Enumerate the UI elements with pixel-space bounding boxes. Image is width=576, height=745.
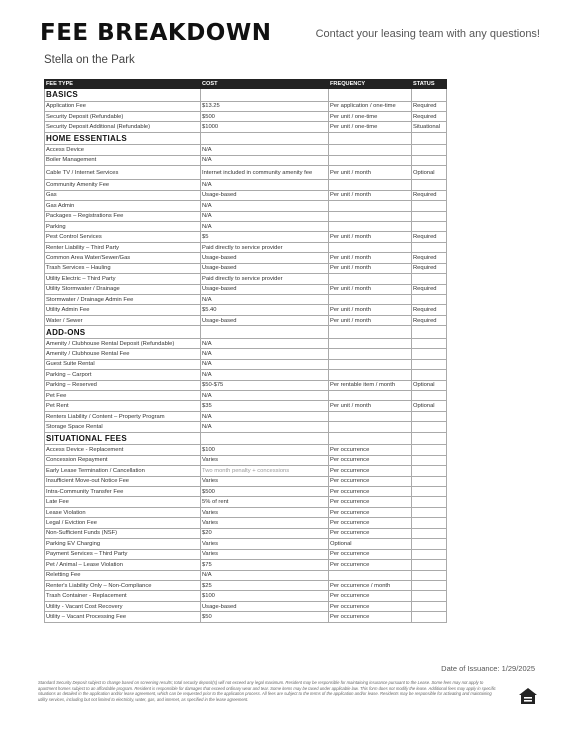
status-cell: Required xyxy=(412,305,447,315)
frequency-cell xyxy=(329,221,412,231)
table-row xyxy=(45,155,447,165)
property-name: Stella on the Park xyxy=(44,54,135,66)
table-row xyxy=(45,145,447,155)
empty-cell xyxy=(412,89,447,102)
table-row xyxy=(45,338,447,348)
cost-cell: $100 xyxy=(201,445,329,455)
cost-cell: N/A xyxy=(201,338,329,348)
frequency-cell xyxy=(329,155,412,165)
status-cell: Optional xyxy=(412,380,447,390)
table-row xyxy=(45,180,447,190)
empty-cell xyxy=(201,432,329,445)
status-cell: Required xyxy=(412,101,447,111)
cost-cell: N/A xyxy=(201,221,329,231)
cost-cell: Varies xyxy=(201,518,329,528)
empty-cell xyxy=(329,432,412,445)
cost-cell: N/A xyxy=(201,155,329,165)
frequency-cell: Per rentable item / month xyxy=(329,380,412,390)
status-cell xyxy=(412,539,447,549)
frequency-cell: Per occurrence xyxy=(329,476,412,486)
empty-cell xyxy=(329,132,412,145)
fee-type-cell: Pet Rent xyxy=(45,401,201,411)
cost-cell: $20 xyxy=(201,528,329,538)
cost-cell: N/A xyxy=(201,570,329,580)
table-row xyxy=(45,528,447,538)
status-cell: Required xyxy=(412,190,447,200)
empty-cell xyxy=(329,326,412,339)
status-cell: Required xyxy=(412,232,447,242)
section-header-row xyxy=(45,326,447,339)
status-cell xyxy=(412,155,447,165)
page-header xyxy=(40,20,540,50)
fee-type-cell: Storage Space Rental xyxy=(45,422,201,432)
frequency-cell: Per unit / month xyxy=(329,253,412,263)
disclaimer-text: Standard Security Deposit subject to change based on screening results; total security deposit(s) will not exceed any legal maximum. Resident may be responsible for maintaining insurance pursuant to the Lease. Some fees may not apply to apartment homes subject to an affordable program. Resident is responsible for damages that exceed ordinary wear and tear. Some items may be taxed under applicable law. This form does not modify the lease. Additional fees may apply in specific situations as detailed in the application and/or lease agreement, which can be requested prior to the application process. All fees are subject to the terms of the application and/or lease. Residents may be responsible for activating and maintaining utility services, including but not limited to electricity, water, gas, and internet, as specified in the lease agreement. xyxy=(38,680,496,702)
fee-type-cell: Gas Admin xyxy=(45,201,201,211)
page-title: FEE BREAKDOWN xyxy=(40,20,272,46)
table-row xyxy=(45,201,447,211)
status-cell: Required xyxy=(412,315,447,325)
fee-type-cell: Guest Suite Rental xyxy=(45,359,201,369)
status-cell xyxy=(412,211,447,221)
section-header-row xyxy=(45,432,447,445)
status-cell xyxy=(412,422,447,432)
fee-type-cell: Common Area Water/Sewer/Gas xyxy=(45,253,201,263)
cost-cell: N/A xyxy=(201,422,329,432)
frequency-cell: Per application / one-time xyxy=(329,101,412,111)
fee-type-cell: Gas xyxy=(45,190,201,200)
table-row xyxy=(45,601,447,611)
frequency-cell xyxy=(329,274,412,284)
frequency-cell xyxy=(329,411,412,421)
fee-type-cell: Amenity / Clubhouse Rental Deposit (Refundable) xyxy=(45,338,201,348)
fee-type-cell: Utility Stormwater / Drainage xyxy=(45,284,201,294)
cost-cell: Varies xyxy=(201,455,329,465)
fee-type-cell: Trash Container - Replacement xyxy=(45,591,201,601)
frequency-cell xyxy=(329,295,412,305)
table-row xyxy=(45,591,447,601)
status-cell xyxy=(412,570,447,580)
frequency-cell xyxy=(329,570,412,580)
table-row xyxy=(45,359,447,369)
fee-type-cell: Trash Services – Hauling xyxy=(45,263,201,273)
section-title: ADD-ONS xyxy=(45,326,201,339)
frequency-cell xyxy=(329,370,412,380)
fee-type-cell: Utility - Vacant Cost Recovery xyxy=(45,601,201,611)
empty-cell xyxy=(201,89,329,102)
table-row xyxy=(45,370,447,380)
table-row xyxy=(45,560,447,570)
cost-cell: Two month penalty + concessions xyxy=(201,466,329,476)
frequency-cell: Per occurrence xyxy=(329,445,412,455)
status-cell xyxy=(412,455,447,465)
cost-cell: N/A xyxy=(201,201,329,211)
cost-cell: $100 xyxy=(201,591,329,601)
fee-type-cell: Parking xyxy=(45,221,201,231)
frequency-cell: Per unit / one-time xyxy=(329,111,412,121)
frequency-cell: Per unit / month xyxy=(329,284,412,294)
frequency-cell: Per unit / month xyxy=(329,305,412,315)
fee-type-cell: Renter Liability – Third Party xyxy=(45,242,201,252)
table-row xyxy=(45,111,447,121)
status-cell xyxy=(412,338,447,348)
column-header-frequency: FREQUENCY xyxy=(329,80,412,89)
cost-cell: N/A xyxy=(201,295,329,305)
column-header-fee-type: FEE TYPE xyxy=(45,80,201,89)
fee-type-cell: Concession Repayment xyxy=(45,455,201,465)
table-row xyxy=(45,580,447,590)
frequency-cell xyxy=(329,422,412,432)
contact-tagline: Contact your leasing team with any questions! xyxy=(315,28,540,40)
cost-cell: Usage-based xyxy=(201,190,329,200)
table-row xyxy=(45,122,447,132)
section-title: SITUATIONAL FEES xyxy=(45,432,201,445)
table-row xyxy=(45,497,447,507)
cost-cell: N/A xyxy=(201,370,329,380)
table-row xyxy=(45,284,447,294)
status-cell: Required xyxy=(412,111,447,121)
fee-type-cell: Renters Liability / Content – Property Program xyxy=(45,411,201,421)
status-cell xyxy=(412,549,447,559)
cost-cell: N/A xyxy=(201,359,329,369)
table-row xyxy=(45,507,447,517)
frequency-cell: Per occurrence / month xyxy=(329,580,412,590)
table-row xyxy=(45,380,447,390)
table-row xyxy=(45,295,447,305)
cost-cell: $50-$75 xyxy=(201,380,329,390)
cost-cell: N/A xyxy=(201,391,329,401)
empty-cell xyxy=(412,326,447,339)
fee-table-body xyxy=(45,89,447,623)
frequency-cell: Per occurrence xyxy=(329,528,412,538)
fee-type-cell: Water / Sewer xyxy=(45,315,201,325)
table-row xyxy=(45,612,447,622)
status-cell xyxy=(412,591,447,601)
status-cell xyxy=(412,221,447,231)
table-row xyxy=(45,445,447,455)
status-cell: Optional xyxy=(412,401,447,411)
table-row xyxy=(45,391,447,401)
fee-type-cell: Access Device xyxy=(45,145,201,155)
fee-type-cell: Pet Fee xyxy=(45,391,201,401)
cost-cell: $75 xyxy=(201,560,329,570)
status-cell xyxy=(412,487,447,497)
table-row xyxy=(45,221,447,231)
fee-type-cell: Security Deposit Additional (Refundable) xyxy=(45,122,201,132)
status-cell xyxy=(412,497,447,507)
status-cell xyxy=(412,507,447,517)
cost-cell: Usage-based xyxy=(201,284,329,294)
frequency-cell: Per occurrence xyxy=(329,455,412,465)
status-cell xyxy=(412,528,447,538)
fee-type-cell: Renter's Liability Only – Non-Compliance xyxy=(45,580,201,590)
fee-type-cell: Utility Electric – Third Party xyxy=(45,274,201,284)
status-cell xyxy=(412,295,447,305)
cost-cell: $25 xyxy=(201,580,329,590)
status-cell xyxy=(412,466,447,476)
cost-cell: N/A xyxy=(201,180,329,190)
fee-type-cell: Early Lease Termination / Cancellation xyxy=(45,466,201,476)
empty-cell xyxy=(412,432,447,445)
table-row xyxy=(45,211,447,221)
empty-cell xyxy=(201,132,329,145)
cost-cell: N/A xyxy=(201,349,329,359)
section-title: BASICS xyxy=(45,89,201,102)
fee-type-cell: Reletting Fee xyxy=(45,570,201,580)
table-row xyxy=(45,232,447,242)
status-cell xyxy=(412,612,447,622)
frequency-cell xyxy=(329,145,412,155)
cost-cell: $500 xyxy=(201,487,329,497)
section-header-row xyxy=(45,89,447,102)
fee-type-cell: Packages – Registrations Fee xyxy=(45,211,201,221)
fee-type-cell: Stormwater / Drainage Admin Fee xyxy=(45,295,201,305)
table-row xyxy=(45,539,447,549)
table-row xyxy=(45,166,447,180)
table-row xyxy=(45,101,447,111)
status-cell xyxy=(412,391,447,401)
fee-type-cell: Late Fee xyxy=(45,497,201,507)
fee-type-cell: Non-Sufficient Funds (NSF) xyxy=(45,528,201,538)
cost-cell: Internet included in community amenity fee xyxy=(201,166,329,180)
section-header-row xyxy=(45,132,447,145)
frequency-cell: Per occurrence xyxy=(329,601,412,611)
table-row xyxy=(45,242,447,252)
cost-cell: N/A xyxy=(201,211,329,221)
status-cell xyxy=(412,274,447,284)
fee-type-cell: Parking EV Charging xyxy=(45,539,201,549)
table-row xyxy=(45,315,447,325)
empty-cell xyxy=(201,326,329,339)
column-header-cost: COST xyxy=(201,80,329,89)
table-row xyxy=(45,411,447,421)
cost-cell: Paid directly to service provider xyxy=(201,274,329,284)
cost-cell: $5 xyxy=(201,232,329,242)
cost-cell: $35 xyxy=(201,401,329,411)
fee-type-cell: Utility – Vacant Processing Fee xyxy=(45,612,201,622)
table-row xyxy=(45,274,447,284)
frequency-cell: Per occurrence xyxy=(329,507,412,517)
status-cell xyxy=(412,242,447,252)
table-row xyxy=(45,401,447,411)
cost-cell: $500 xyxy=(201,111,329,121)
status-cell: Required xyxy=(412,263,447,273)
cost-cell: N/A xyxy=(201,145,329,155)
frequency-cell xyxy=(329,211,412,221)
fee-type-cell: Utility Admin Fee xyxy=(45,305,201,315)
status-cell: Optional xyxy=(412,166,447,180)
status-cell xyxy=(412,370,447,380)
empty-cell xyxy=(412,132,447,145)
frequency-cell: Optional xyxy=(329,539,412,549)
cost-cell: $1000 xyxy=(201,122,329,132)
table-row xyxy=(45,476,447,486)
table-row xyxy=(45,570,447,580)
cost-cell: Varies xyxy=(201,476,329,486)
fee-type-cell: Access Device - Replacement xyxy=(45,445,201,455)
frequency-cell xyxy=(329,242,412,252)
frequency-cell: Per unit / month xyxy=(329,315,412,325)
status-cell xyxy=(412,359,447,369)
frequency-cell: Per occurrence xyxy=(329,549,412,559)
fee-type-cell: Boiler Management xyxy=(45,155,201,165)
fee-type-cell: Parking – Carport xyxy=(45,370,201,380)
table-header-row xyxy=(45,80,447,89)
frequency-cell: Per unit / month xyxy=(329,190,412,200)
frequency-cell xyxy=(329,201,412,211)
cost-cell: Usage-based xyxy=(201,601,329,611)
status-cell: Situational xyxy=(412,122,447,132)
fee-type-cell: Payment Services – Third Party xyxy=(45,549,201,559)
cost-cell: Varies xyxy=(201,549,329,559)
column-header-status: STATUS xyxy=(412,80,447,89)
frequency-cell: Per unit / one-time xyxy=(329,122,412,132)
frequency-cell xyxy=(329,349,412,359)
cost-cell: $5.40 xyxy=(201,305,329,315)
status-cell xyxy=(412,145,447,155)
table-row xyxy=(45,253,447,263)
fee-type-cell: Pest Control Services xyxy=(45,232,201,242)
status-cell xyxy=(412,445,447,455)
issuance-date: Date of Issuance: 1/29/2025 xyxy=(441,664,535,673)
frequency-cell xyxy=(329,338,412,348)
table-row xyxy=(45,190,447,200)
status-cell xyxy=(412,560,447,570)
fee-type-cell: Amenity / Clubhouse Rental Fee xyxy=(45,349,201,359)
frequency-cell: Per unit / month xyxy=(329,263,412,273)
status-cell: Required xyxy=(412,253,447,263)
status-cell xyxy=(412,349,447,359)
table-row xyxy=(45,466,447,476)
cost-cell: Paid directly to service provider xyxy=(201,242,329,252)
status-cell xyxy=(412,201,447,211)
frequency-cell: Per occurrence xyxy=(329,466,412,476)
frequency-cell: Per occurrence xyxy=(329,518,412,528)
fee-type-cell: Legal / Eviction Fee xyxy=(45,518,201,528)
frequency-cell: Per occurrence xyxy=(329,497,412,507)
status-cell xyxy=(412,518,447,528)
frequency-cell: Per occurrence xyxy=(329,560,412,570)
fee-type-cell: Insufficient Move-out Notice Fee xyxy=(45,476,201,486)
empty-cell xyxy=(329,89,412,102)
fee-type-cell: Community Amenity Fee xyxy=(45,180,201,190)
fee-type-cell: Intra-Community Transfer Fee xyxy=(45,487,201,497)
frequency-cell: Per occurrence xyxy=(329,612,412,622)
table-row xyxy=(45,549,447,559)
table-row xyxy=(45,263,447,273)
fee-type-cell: Application Fee xyxy=(45,101,201,111)
table-row xyxy=(45,305,447,315)
fee-type-cell: Cable TV / Internet Services xyxy=(45,166,201,180)
fee-type-cell: Security Deposit (Refundable) xyxy=(45,111,201,121)
cost-cell: Usage-based xyxy=(201,263,329,273)
cost-cell: $50 xyxy=(201,612,329,622)
status-cell xyxy=(412,180,447,190)
cost-cell: N/A xyxy=(201,411,329,421)
cost-cell: Varies xyxy=(201,539,329,549)
table-row xyxy=(45,349,447,359)
status-cell xyxy=(412,411,447,421)
status-cell xyxy=(412,580,447,590)
fee-table xyxy=(44,79,447,623)
status-cell xyxy=(412,601,447,611)
frequency-cell xyxy=(329,180,412,190)
table-row xyxy=(45,422,447,432)
frequency-cell: Per occurrence xyxy=(329,487,412,497)
cost-cell: 5% of rent xyxy=(201,497,329,507)
frequency-cell: Per unit / month xyxy=(329,166,412,180)
fee-type-cell: Pet / Animal – Lease Violation xyxy=(45,560,201,570)
frequency-cell: Per occurrence xyxy=(329,591,412,601)
cost-cell: Varies xyxy=(201,507,329,517)
frequency-cell: Per unit / month xyxy=(329,401,412,411)
cost-cell: Usage-based xyxy=(201,253,329,263)
status-cell: Required xyxy=(412,284,447,294)
section-title: HOME ESSENTIALS xyxy=(45,132,201,145)
equal-housing-opportunity-icon xyxy=(518,687,538,707)
frequency-cell xyxy=(329,391,412,401)
table-row xyxy=(45,455,447,465)
fee-type-cell: Parking – Reserved xyxy=(45,380,201,390)
table-row xyxy=(45,518,447,528)
cost-cell: $13.25 xyxy=(201,101,329,111)
status-cell xyxy=(412,476,447,486)
fee-type-cell: Lease Violation xyxy=(45,507,201,517)
table-row xyxy=(45,487,447,497)
cost-cell: Usage-based xyxy=(201,315,329,325)
frequency-cell xyxy=(329,359,412,369)
frequency-cell: Per unit / month xyxy=(329,232,412,242)
